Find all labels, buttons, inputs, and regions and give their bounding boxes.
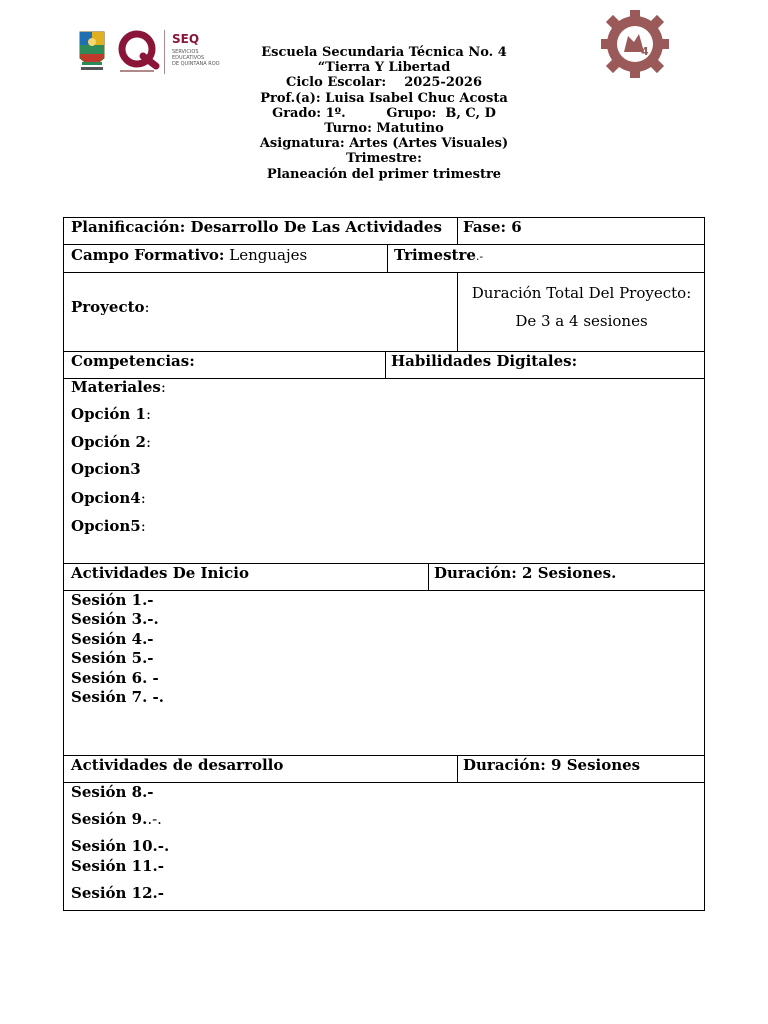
seq-divider <box>164 30 165 74</box>
field-value: Lenguajes <box>224 246 308 264</box>
option-suffix: : <box>145 433 152 451</box>
session-suffix: .-. <box>147 810 162 828</box>
option-label: Opcion4 <box>71 489 141 507</box>
header-logos <box>76 28 236 78</box>
option-suffix: : <box>145 405 152 423</box>
svg-text:4: 4 <box>641 45 649 58</box>
plan-title: Planeación del primer trimestre <box>266 166 502 182</box>
session-label: Sesión 9. <box>71 810 148 828</box>
session-item: Sesión 1.- <box>71 591 154 609</box>
option-item <box>71 433 151 451</box>
phase-label: Fase: 6 <box>463 218 522 236</box>
digital-skills-label: Habilidades Digitales: <box>391 352 578 370</box>
seq-logo-title: SEQ <box>172 32 200 46</box>
table-rule <box>64 782 704 783</box>
document-header <box>234 45 534 182</box>
option-item <box>71 460 141 478</box>
project-label: Proyecto <box>71 298 145 316</box>
start-duration: Duración: 2 Sesiones. <box>434 564 617 582</box>
table-rule <box>457 755 458 782</box>
term-heading: Trimestre: <box>346 151 422 167</box>
field-label: Campo Formativo: <box>71 246 225 264</box>
quintana-roo-seal-icon <box>76 28 108 74</box>
session-item <box>71 810 162 828</box>
development-activities-label: Actividades de desarrollo <box>71 756 284 774</box>
materials-label: Materiales <box>71 378 161 396</box>
school-name: Escuela Secundaria Técnica No. 4 <box>261 45 507 60</box>
start-activities-label: Actividades De Inicio <box>71 564 249 582</box>
duration-label: Duración Total Del Proyecto: <box>471 284 692 302</box>
competencies-label: Competencias: <box>71 352 195 370</box>
option-label: Opcion5 <box>71 517 141 535</box>
materials-row <box>71 378 166 396</box>
session-item: Sesión 10.-. <box>71 837 170 855</box>
option-item <box>71 489 146 507</box>
term-row <box>394 246 483 264</box>
session-item: Sesión 5.- <box>71 649 154 667</box>
table-rule <box>385 351 386 378</box>
planning-table <box>63 217 705 911</box>
table-rule <box>64 590 704 591</box>
table-rule <box>457 218 458 244</box>
table-rule <box>64 244 704 245</box>
option-item <box>71 517 146 535</box>
project-row <box>71 298 150 316</box>
duration-value: De 3 a 4 sesiones <box>515 312 648 330</box>
teacher-name: Prof.(a): Luisa Isabel Chuc Acosta <box>260 90 508 106</box>
planning-label: Planificación: Desarrollo De Las Actividades <box>71 218 442 236</box>
school-motto: “Tierra Y Libertad <box>317 60 451 76</box>
session-item: Sesión 7. -. <box>71 688 164 706</box>
project-colon: : <box>144 298 150 316</box>
option-item <box>71 405 151 423</box>
q-brand-icon <box>116 28 162 74</box>
table-rule <box>64 272 704 273</box>
option-suffix: : <box>140 489 146 507</box>
session-item: Sesión 11.- <box>71 857 164 875</box>
materials-colon: : <box>160 378 166 396</box>
session-item: Sesión 8.- <box>71 783 154 801</box>
development-duration: Duración: 9 Sesiones <box>463 756 641 774</box>
term-value: .- <box>475 250 484 263</box>
session-item: Sesión 6. - <box>71 669 159 687</box>
school-cycle: Ciclo Escolar: 2025-2026 <box>285 75 483 91</box>
option-suffix: : <box>140 517 146 535</box>
session-item: Sesión 3.-. <box>71 610 159 628</box>
session-item: Sesión 12.- <box>71 884 164 902</box>
table-rule <box>387 244 388 272</box>
subject: Asignatura: Artes (Artes Visuales) <box>259 136 509 152</box>
session-item: Sesión 4.- <box>71 630 154 648</box>
term-label: Trimestre <box>394 246 476 264</box>
option-label: Opción 2 <box>71 433 146 451</box>
grade-group: Grado: 1º. Grupo: B, C, D <box>272 105 496 121</box>
option-label: Opcion3 <box>71 460 141 478</box>
table-rule <box>428 563 429 590</box>
shift: Turno: Matutino <box>324 121 444 137</box>
seq-logo-subtitle: SERVICIOS EDUCATIVOS DE QUINTANA ROO <box>172 49 220 67</box>
field-row <box>71 246 307 264</box>
option-label: Opción 1 <box>71 405 146 423</box>
school-gear-logo-icon <box>597 8 673 80</box>
